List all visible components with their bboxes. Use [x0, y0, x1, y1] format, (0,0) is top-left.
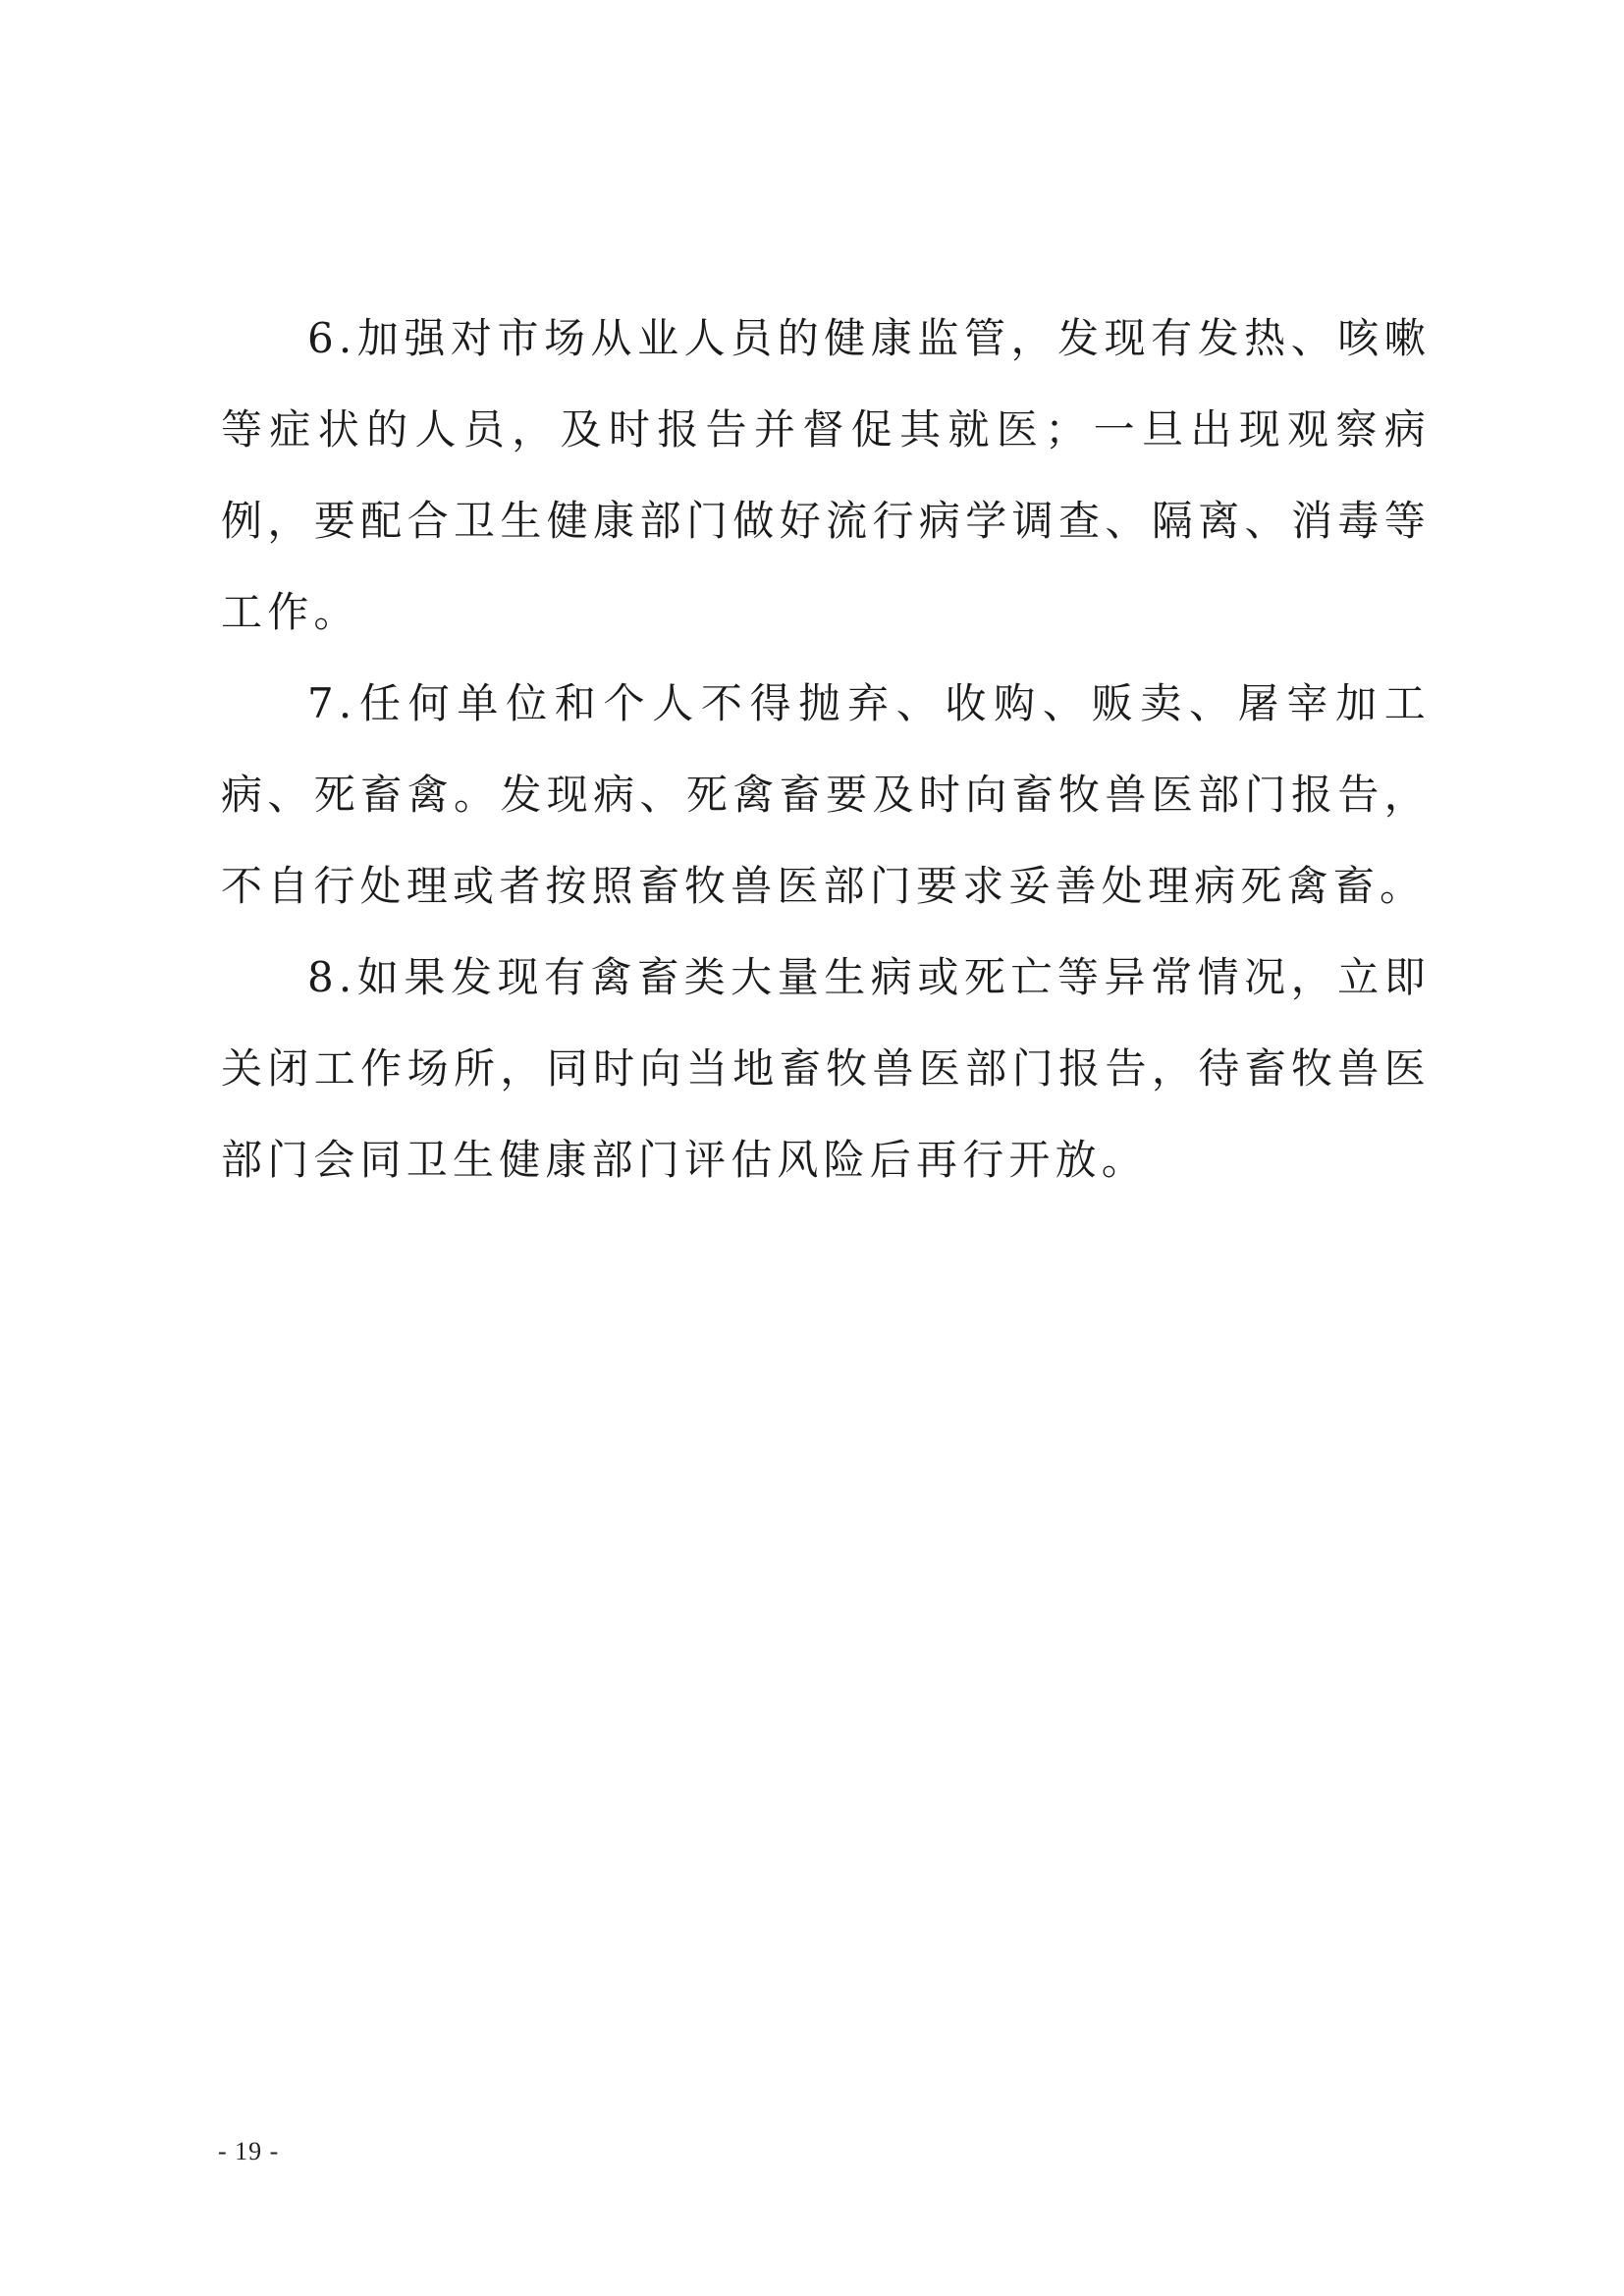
document-body [221, 293, 1431, 1205]
paragraph-item-8: 8.如果发现有禽畜类大量生病或死亡等异常情况，立即关闭工作场所，同时向当地畜牧兽医部门报告，待畜牧兽医部门会同卫生健康部门评估风险后再行开放。 [221, 953, 1431, 1184]
page-number: - 19 - [218, 2137, 280, 2165]
paragraph-item-7: 7.任何单位和个人不得抛弃、收购、贩卖、屠宰加工病、死畜禽。发现病、死禽畜要及时向畜牧兽医部门报告，不自行处理或者按照畜牧兽医部门要求妥善处理病死禽畜。 [221, 679, 1431, 910]
paragraph-item-6: 6.加强对市场从业人员的健康监管，发现有发热、咳嗽等症状的人员，及时报告并督促其就医；一旦出现观察病例，要配合卫生健康部门做好流行病学调查、隔离、消毒等工作。 [221, 314, 1431, 636]
